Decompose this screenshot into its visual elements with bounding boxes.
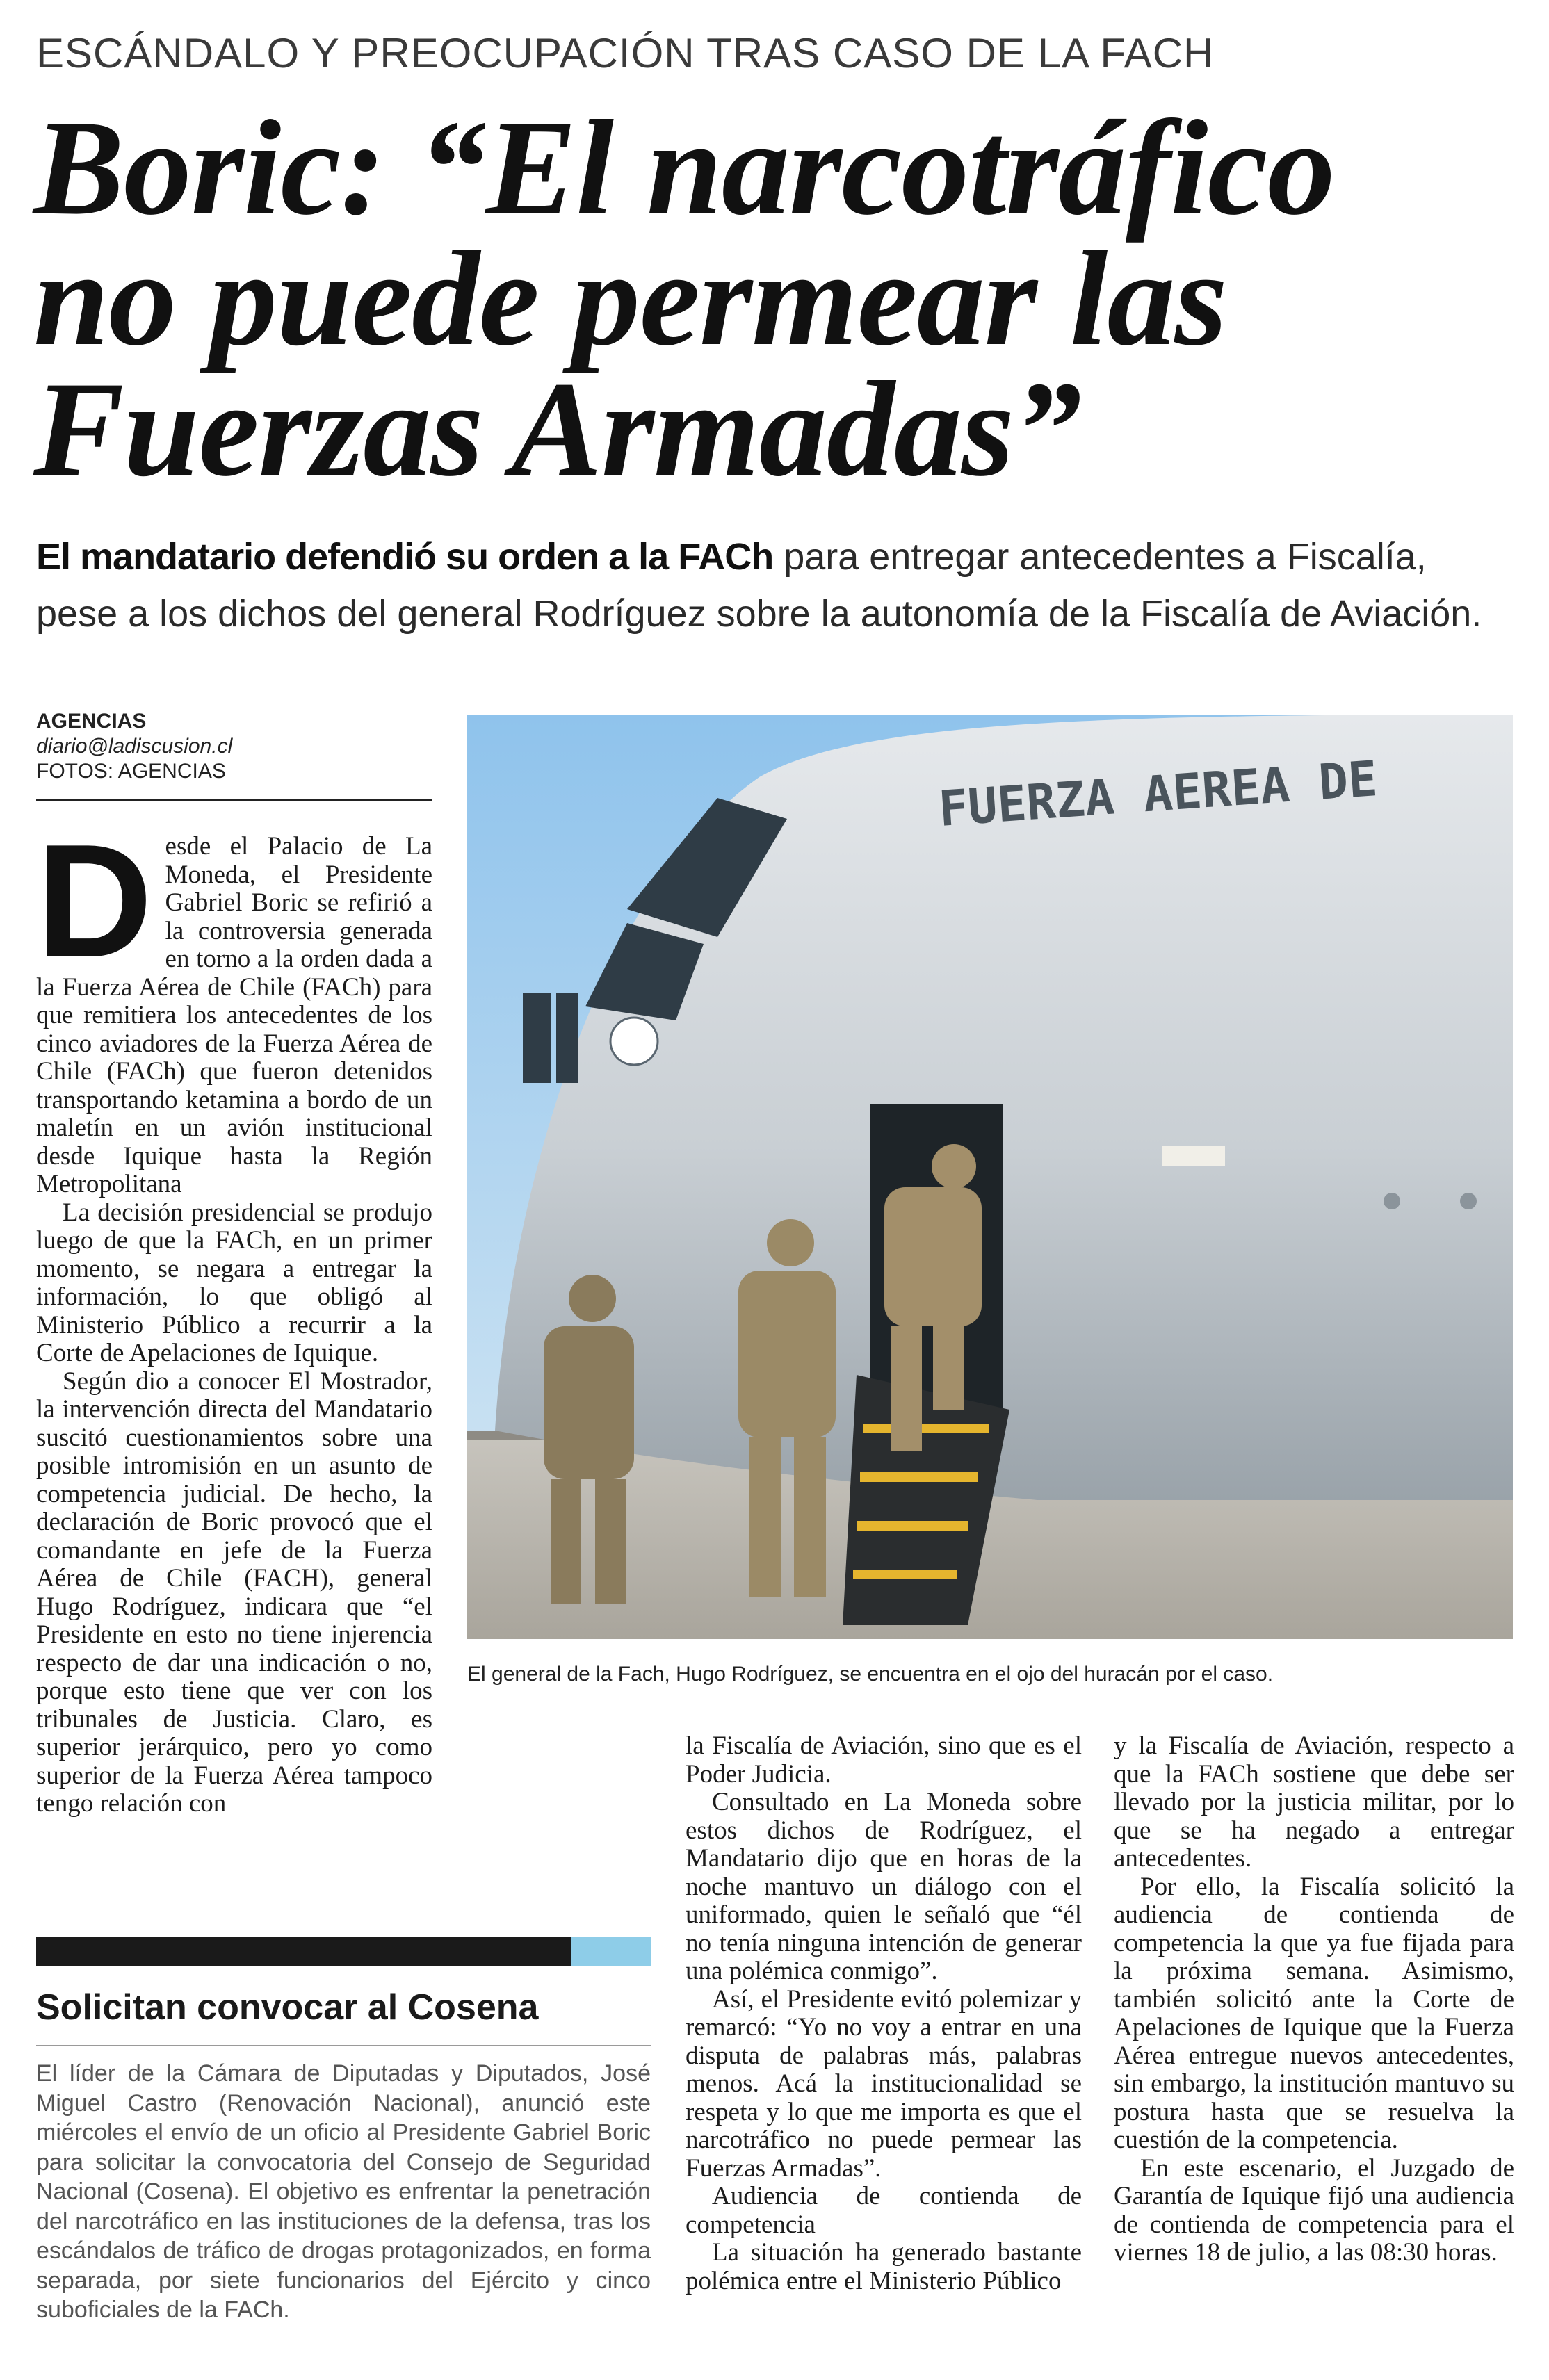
paragraph-3: Según dio a conocer El Mostrador, la intervención directa del Mandatario suscitó cuestionamientos sobre una posible intromisión en un asunto de competencia judicial. De hecho, la declaración de Boric provocó que el comandante en jefe de la Fuerza Aérea de Chile (FACH), general Hugo Rodríguez, indicara que “el Presidente en esto no tiene injerencia respecto de dar una indicación o no, porque esto tiene que ver con los tribunales de Justicia. Claro, es superior jerárquico, pero yo como superior de la Fuerza Aérea tampoco tengo relación con — [36, 1367, 432, 1818]
sidebar-box-title: Solicitan convocar al Cosena — [36, 1987, 539, 2028]
paragraph-4: la Fiscalía de Aviación, sino que es el Poder Judicia. — [686, 1731, 1082, 1788]
byline-email: diario@ladiscusion.cl — [36, 735, 233, 758]
headline-line-3: Fuerzas Armadas” — [33, 354, 1082, 505]
aircraft-photo-illustration — [467, 715, 1513, 1639]
sidebar-box-accent — [571, 1937, 651, 1966]
byline-agency: AGENCIAS — [36, 710, 147, 733]
deck — [36, 528, 1517, 642]
sidebar-box-divider — [36, 2045, 651, 2046]
paragraph-11: En este escenario, el Juzgado de Garantía de Iquique fijó una audiencia de contienda de competencia para el viernes 18 de julio, a las 08:30 horas. — [1114, 2153, 1514, 2267]
paragraph-5: Consultado en La Moneda sobre estos dichos de Rodríguez, el Mandatario dijo que en horas de la noche mantuvo un diálogo con el uniformado, quien le señaló que “él no tenía ninguna intención de generar una polémica conmigo”. — [686, 1788, 1082, 1985]
sidebar-box-text: El líder de la Cámara de Diputadas y Diputados, José Miguel Castro (Renovación Nacional), anunció este miércoles el envío de un oficio al Presidente Gabriel Boric para solicitar la convocatoria del Consejo de Seguridad Nacional (Cosena). El objetivo es enfrentar la penetración del narcotráfico en las instituciones de la defensa, tras los escándalos de tráfico de drogas protagonizados, en forma separada, por siete funcionarios del Ejército y cinco suboficiales de la FACh. — [36, 2060, 651, 2323]
body-column-3 — [1114, 1732, 1514, 2267]
deck-rest: para entregar antecedentes a Fiscalía, pese a los dichos del general Rodríguez sobre la autonomía de la Fiscalía de Aviación. — [36, 536, 1482, 635]
paragraph-9: y la Fiscalía de Aviación, respecto a que la FACh sostiene que debe ser llevado por la justicia militar, por lo que se ha negado a entregar antecedentes. — [1114, 1731, 1514, 1873]
kicker: ESCÁNDALO Y PREOCUPACIÓN TRAS CASO DE LA FACH — [36, 30, 1215, 76]
paragraph-6: Así, el Presidente evitó polemizar y remarcó: “Yo no voy a entrar en una disputa de palabras más, palabras menos. Acá la institucionalidad se respeta y lo que me importa es que el narcotráfico no puede permear las Fuerzas Armadas”. — [686, 1984, 1082, 2183]
byline-photos: FOTOS: AGENCIAS — [36, 760, 226, 783]
headline-line-2: no puede permear las — [33, 223, 1227, 374]
subheading-audiencia: Audiencia de contienda de competencia — [686, 2182, 1082, 2239]
paragraph-1 — [36, 811, 432, 1199]
paragraph-1-text: esde el Palacio de La Moneda, el Presidente Gabriel Boric se refirió a la controversia generada en torno a la orden dada a la Fuerza Aérea de Chile (FACh) para que remitiera los antecedentes de los cinco aviadores de la Fuerza Aérea de Chile (FACh) que fueron detenidos transportando ketamina a bordo de un maletín en un avión institucional desde Iquique hasta la Región Metropolitana — [36, 832, 432, 1198]
body-column-2 — [686, 1732, 1082, 2295]
byline-divider — [36, 799, 432, 801]
deck-bold: El mandatario defendió su orden a la FACh — [36, 536, 774, 578]
paragraph-2: La decisión presidencial se produjo luego de que la FACh, en un primer momento, se negara a entregar la información, lo que obligó al Ministerio Público a recurrir a la Corte de Apelaciones de Iquique. — [36, 1198, 432, 1367]
fuselage-text: FUERZA AEREA DE — [936, 750, 1379, 838]
photo-caption: El general de la Fach, Hugo Rodríguez, se encuentra en el ojo del huracán por el caso. — [467, 1663, 1274, 1686]
paragraph-10: Por ello, la Fiscalía solicitó la audiencia de contienda de competencia la que ya fue fijada para la próxima semana. Asimismo, también solicitó ante la Corte de Apelaciones de Iquique que la Fuerza Aérea entregue nuevos antecedentes, sin embargo, la institución mantuvo su postura hasta que se resuelva la cuestión de la competencia. — [1114, 1872, 1514, 2154]
paragraph-8: La situación ha generado bastante polémica entre el Ministerio Público — [686, 2238, 1082, 2295]
drop-cap: D — [36, 811, 153, 991]
headline-line-1: Boric: “El narcotráfico — [33, 92, 1335, 243]
sidebar-box-bar — [36, 1937, 571, 1966]
headline — [33, 92, 1521, 505]
body-column-1 — [36, 811, 432, 1818]
article-photo — [467, 715, 1513, 1639]
byline — [36, 709, 432, 784]
